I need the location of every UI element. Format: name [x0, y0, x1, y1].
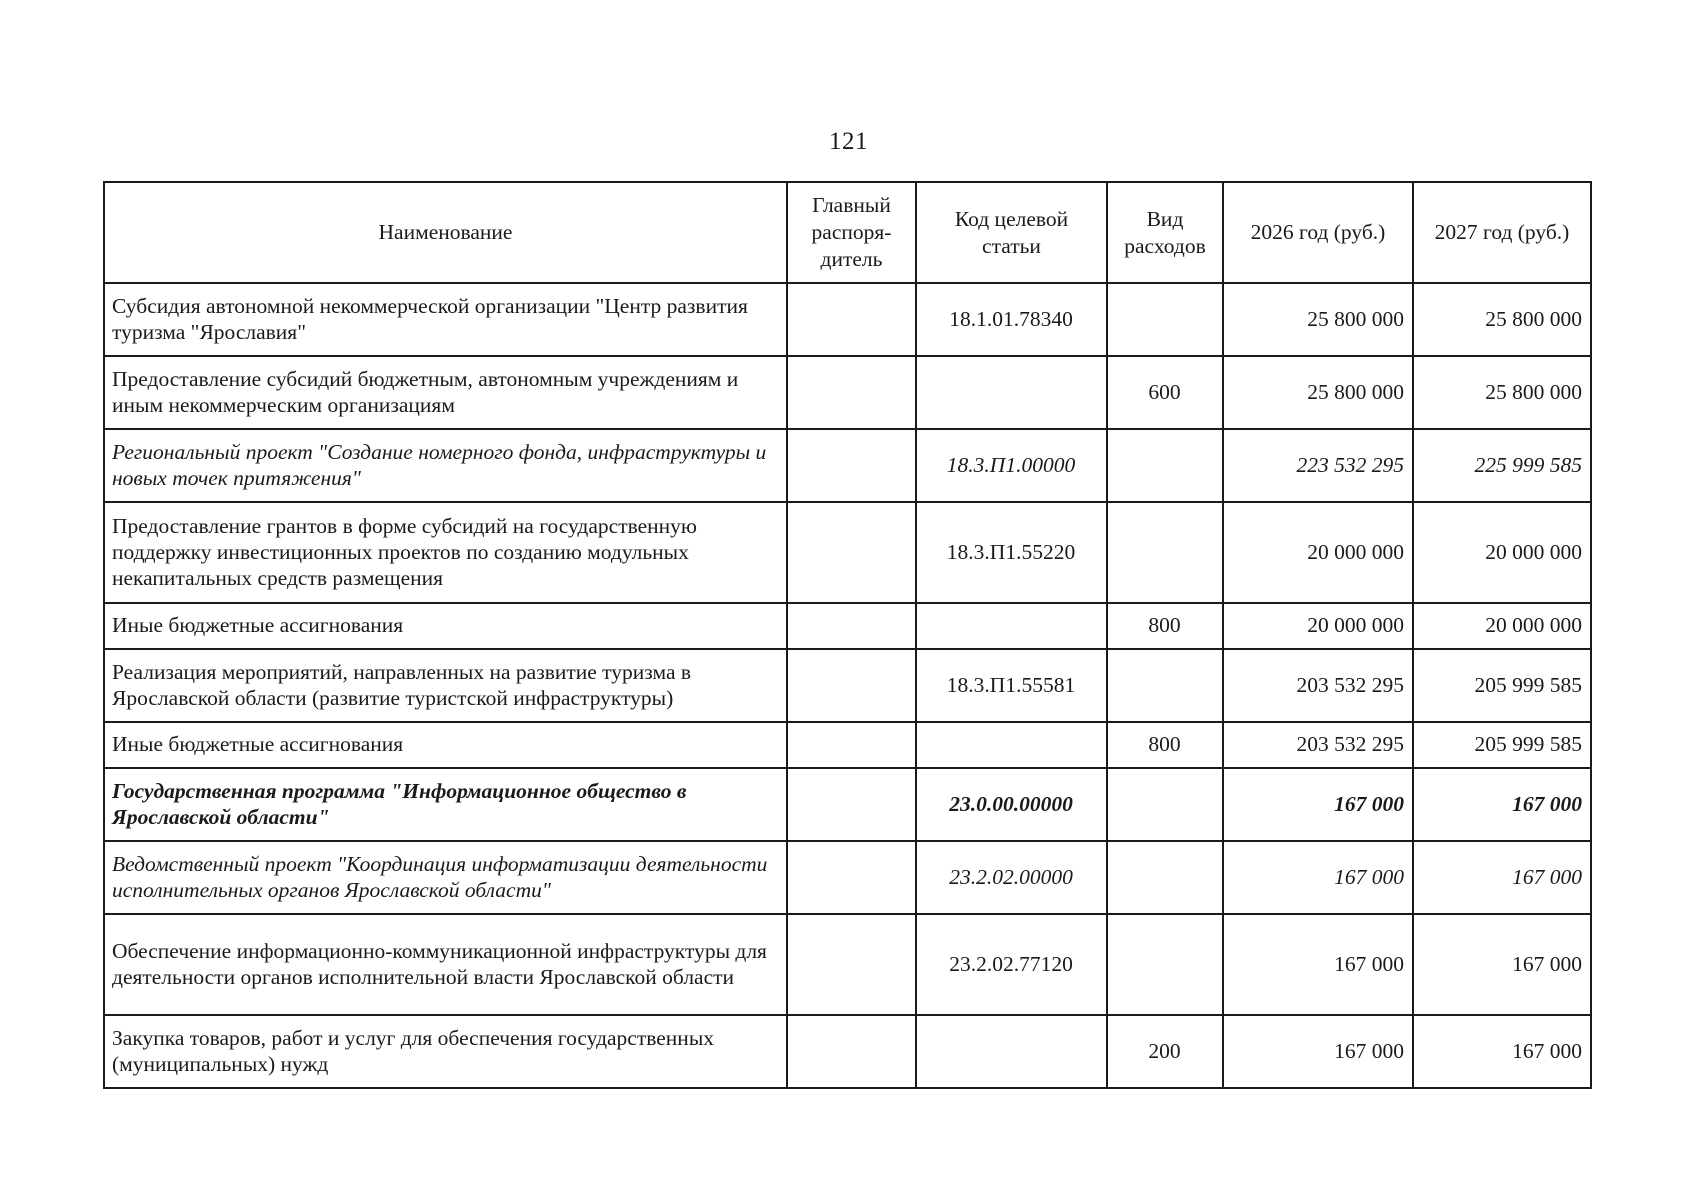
row-manager — [787, 356, 916, 429]
table-row — [104, 841, 1591, 914]
table-row — [104, 1015, 1591, 1088]
row-type: 800 — [1107, 722, 1223, 768]
row-amount-2026: 223 532 295 — [1223, 429, 1413, 502]
table-row — [104, 914, 1591, 1015]
row-amount-2027: 20 000 000 — [1413, 603, 1591, 649]
row-name: Иные бюджетные ассигнования — [104, 603, 787, 649]
row-type: 800 — [1107, 603, 1223, 649]
row-name: Закупка товаров, работ и услуг для обеспечения государственных (муниципальных) нужд — [104, 1015, 787, 1088]
row-type — [1107, 283, 1223, 356]
row-amount-2026: 20 000 000 — [1223, 502, 1413, 603]
row-amount-2027: 167 000 — [1413, 768, 1591, 841]
row-manager — [787, 649, 916, 722]
page-number: 121 — [829, 128, 868, 155]
row-name: Субсидия автономной некоммерческой организации "Центр развития туризма "Ярославия" — [104, 283, 787, 356]
row-amount-2026: 167 000 — [1223, 1015, 1413, 1088]
row-amount-2026: 167 000 — [1223, 768, 1413, 841]
row-amount-2027: 20 000 000 — [1413, 502, 1591, 603]
row-name: Ведомственный проект "Координация информатизации деятельности исполнительных органов Ярославской области" — [104, 841, 787, 914]
row-name: Реализация мероприятий, направленных на развитие туризма в Ярославской области (развитие туристской инфраструктуры) — [104, 649, 787, 722]
row-type — [1107, 649, 1223, 722]
row-manager — [787, 1015, 916, 1088]
row-code — [916, 356, 1107, 429]
table-row — [104, 502, 1591, 603]
row-type — [1107, 429, 1223, 502]
row-manager — [787, 603, 916, 649]
row-amount-2026: 20 000 000 — [1223, 603, 1413, 649]
header-year-2026: 2026 год (руб.) — [1223, 182, 1413, 283]
row-code: 18.3.П1.00000 — [916, 429, 1107, 502]
row-type: 600 — [1107, 356, 1223, 429]
row-name: Предоставление грантов в форме субсидий на государственную поддержку инвестиционных проектов по созданию модульных некапитальных средств размещения — [104, 502, 787, 603]
row-type — [1107, 768, 1223, 841]
row-name: Обеспечение информационно-коммуникационной инфраструктуры для деятельности органов исполнительной власти Ярославской области — [104, 914, 787, 1015]
row-code: 18.1.01.78340 — [916, 283, 1107, 356]
row-name: Государственная программа "Информационное общество в Ярославской области" — [104, 768, 787, 841]
row-manager — [787, 914, 916, 1015]
row-amount-2027: 205 999 585 — [1413, 722, 1591, 768]
row-manager — [787, 502, 916, 603]
row-amount-2026: 203 532 295 — [1223, 722, 1413, 768]
header-main-manager: Главный распоря-дитель — [787, 182, 916, 283]
row-amount-2027: 25 800 000 — [1413, 356, 1591, 429]
row-amount-2026: 167 000 — [1223, 914, 1413, 1015]
row-manager — [787, 429, 916, 502]
header-expense-type: Вид расходов — [1107, 182, 1223, 283]
row-amount-2026: 167 000 — [1223, 841, 1413, 914]
row-code — [916, 722, 1107, 768]
table-row — [104, 356, 1591, 429]
row-amount-2027: 205 999 585 — [1413, 649, 1591, 722]
row-name: Иные бюджетные ассигнования — [104, 722, 787, 768]
table-row — [104, 283, 1591, 356]
table-row — [104, 429, 1591, 502]
row-name: Предоставление субсидий бюджетным, автономным учреждениям и иным некоммерческим организациям — [104, 356, 787, 429]
table-row — [104, 768, 1591, 841]
row-manager — [787, 841, 916, 914]
row-code: 23.2.02.77120 — [916, 914, 1107, 1015]
row-amount-2027: 167 000 — [1413, 841, 1591, 914]
row-code: 23.2.02.00000 — [916, 841, 1107, 914]
row-code — [916, 603, 1107, 649]
table-row — [104, 722, 1591, 768]
header-name: Наименование — [104, 182, 787, 283]
budget-table — [103, 181, 1592, 1089]
row-amount-2026: 25 800 000 — [1223, 283, 1413, 356]
header-year-2027: 2027 год (руб.) — [1413, 182, 1591, 283]
row-manager — [787, 283, 916, 356]
row-amount-2027: 25 800 000 — [1413, 283, 1591, 356]
row-code — [916, 1015, 1107, 1088]
row-code: 18.3.П1.55220 — [916, 502, 1107, 603]
row-type — [1107, 841, 1223, 914]
row-amount-2027: 167 000 — [1413, 1015, 1591, 1088]
row-name: Региональный проект "Создание номерного фонда, инфраструктуры и новых точек притяжения" — [104, 429, 787, 502]
header-target-code: Код целевой статьи — [916, 182, 1107, 283]
row-amount-2026: 203 532 295 — [1223, 649, 1413, 722]
row-type: 200 — [1107, 1015, 1223, 1088]
row-code: 18.3.П1.55581 — [916, 649, 1107, 722]
row-amount-2027: 225 999 585 — [1413, 429, 1591, 502]
row-type — [1107, 502, 1223, 603]
row-amount-2027: 167 000 — [1413, 914, 1591, 1015]
row-type — [1107, 914, 1223, 1015]
table-row — [104, 603, 1591, 649]
row-code: 23.0.00.00000 — [916, 768, 1107, 841]
row-manager — [787, 768, 916, 841]
table-row — [104, 649, 1591, 722]
row-amount-2026: 25 800 000 — [1223, 356, 1413, 429]
row-manager — [787, 722, 916, 768]
table-header-row — [104, 182, 1591, 283]
